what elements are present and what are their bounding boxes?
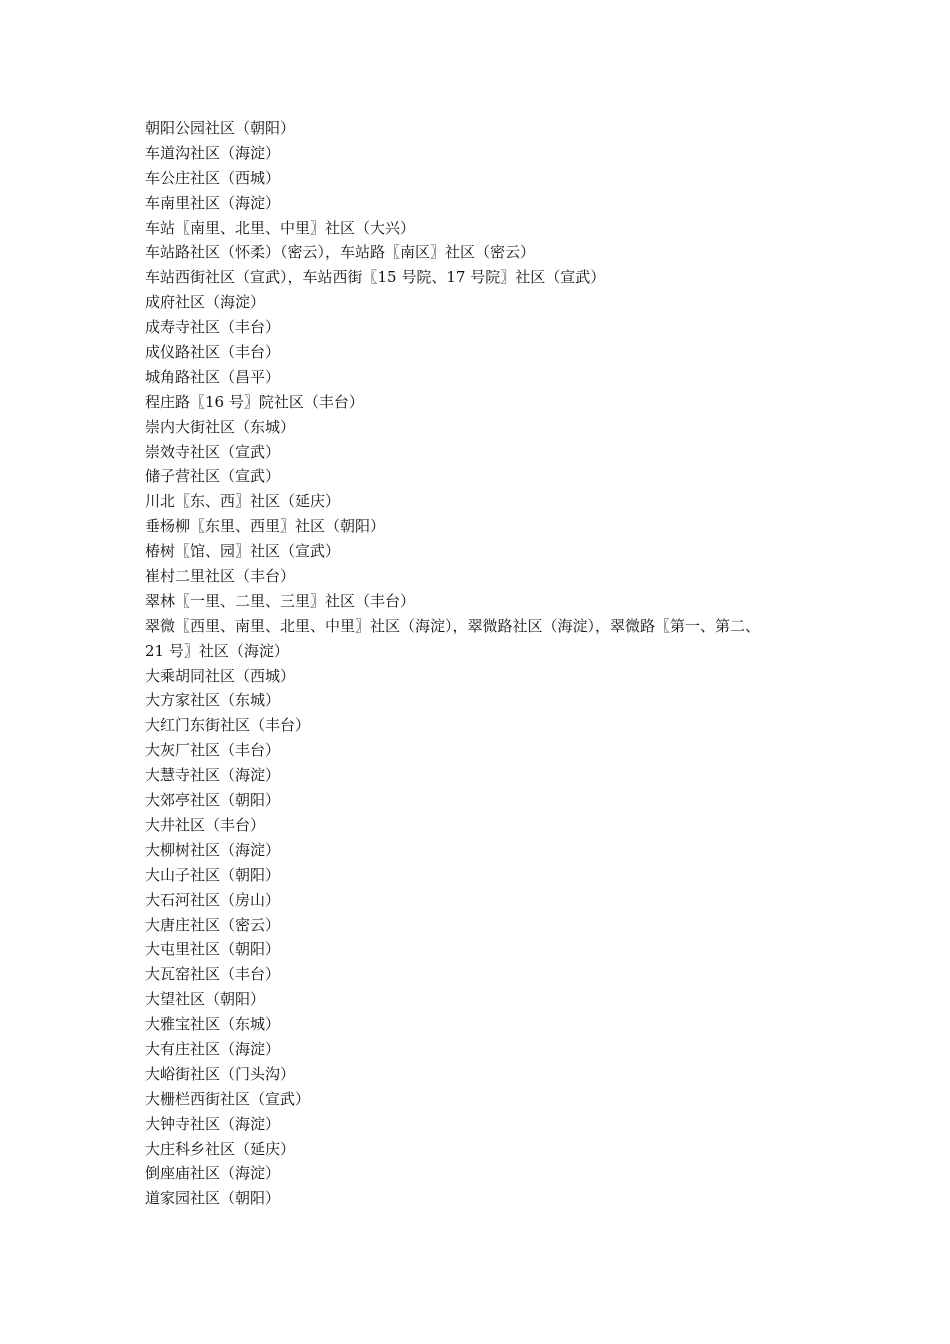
list-item: 大钟寺社区（海淀） (145, 1114, 281, 1133)
list-item-continuation: 21 号〗社区（海淀） (145, 641, 289, 660)
list-item: 翠微〖西里、南里、北里、中里〗社区（海淀），翠微路社区（海淀），翠微路〖第一、第二、 (145, 616, 761, 635)
list-item: 车站路社区（怀柔）（密云），车站路〖南区〗社区（密云） (145, 243, 536, 262)
list-item: 车站〖南里、北里、中里〗社区（大兴） (145, 218, 416, 237)
list-item: 大柳树社区（海淀） (145, 840, 281, 859)
list-item: 车公庄社区（西城） (145, 168, 281, 187)
list-item: 崔村二里社区（丰台） (145, 567, 296, 586)
list-item: 成寿寺社区（丰台） (145, 318, 281, 337)
list-item: 大井社区（丰台） (145, 815, 266, 834)
list-item: 大乘胡同社区（西城） (145, 666, 296, 685)
list-item: 大栅栏西街社区（宣武） (145, 1089, 311, 1108)
list-item: 道家园社区（朝阳） (145, 1189, 281, 1208)
list-item: 垂杨柳〖东里、西里〗社区（朝阳） (145, 517, 386, 536)
list-item: 大望社区（朝阳） (145, 990, 266, 1009)
list-item: 大灰厂社区（丰台） (145, 741, 281, 760)
list-item: 椿树〖馆、园〗社区（宣武） (145, 542, 341, 561)
list-item: 大山子社区（朝阳） (145, 865, 281, 884)
list-item: 成仪路社区（丰台） (145, 343, 281, 362)
list-item: 城角路社区（昌平） (145, 367, 281, 386)
list-item: 大瓦窑社区（丰台） (145, 965, 281, 984)
list-item: 崇效寺社区（宣武） (145, 442, 281, 461)
list-item: 大峪街社区（门头沟） (145, 1064, 296, 1083)
list-item: 车站西街社区（宣武），车站西街〖15 号院、17 号院〗社区（宣武） (145, 268, 606, 287)
list-item: 大石河社区（房山） (145, 890, 281, 909)
list-item: 朝阳公园社区（朝阳） (145, 119, 296, 137)
list-item: 大雅宝社区（东城） (145, 1015, 281, 1034)
community-list (145, 116, 825, 1211)
list-item: 大屯里社区（朝阳） (145, 940, 281, 959)
list-item: 大唐庄社区（密云） (145, 915, 281, 934)
list-item: 车道沟社区（海淀） (145, 143, 281, 162)
list-item: 川北〖东、西〗社区（延庆） (145, 492, 341, 511)
list-item: 大有庄社区（海淀） (145, 1039, 281, 1058)
list-item: 储子营社区（宣武） (145, 467, 281, 486)
list-item: 大郊亭社区（朝阳） (145, 791, 281, 810)
list-item: 大慧寺社区（海淀） (145, 766, 281, 785)
list-item: 大方家社区（东城） (145, 691, 281, 710)
list-item: 翠林〖一里、二里、三里〗社区（丰台） (145, 591, 416, 610)
list-item: 崇内大街社区（东城） (145, 417, 296, 436)
list-item: 程庄路〖16 号〗院社区（丰台） (145, 392, 364, 411)
list-item: 大庄科乡社区（延庆） (145, 1139, 296, 1158)
list-item: 成府社区（海淀） (145, 293, 266, 312)
list-item: 大红门东街社区（丰台） (145, 716, 311, 735)
list-item: 车南里社区（海淀） (145, 193, 281, 212)
list-item: 倒座庙社区（海淀） (145, 1164, 281, 1183)
